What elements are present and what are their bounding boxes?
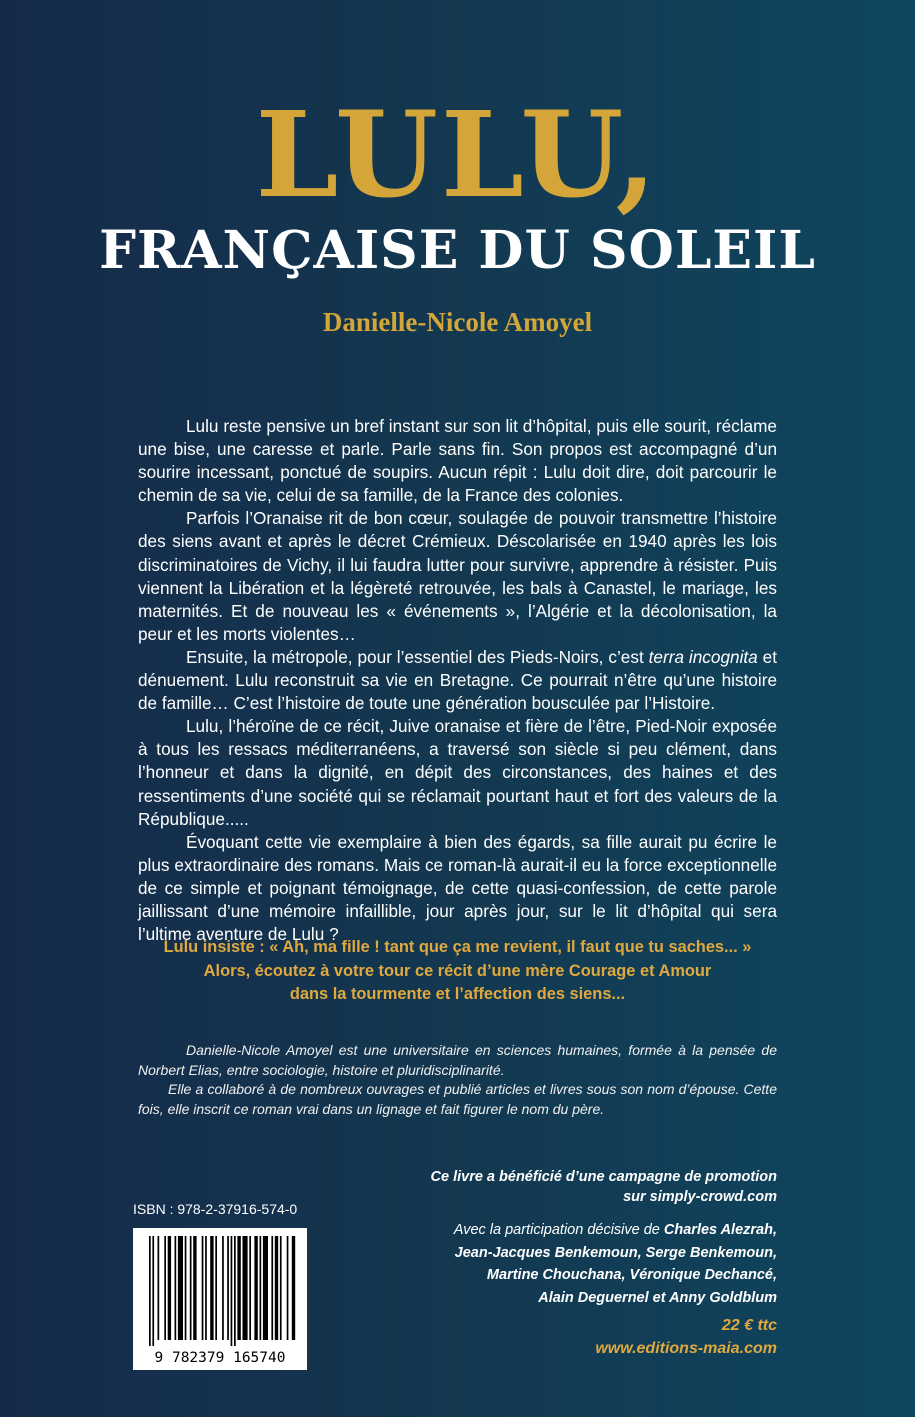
participation-name-3: Martine Chouchana, Véronique Dechancé, (486, 1267, 777, 1283)
barcode-bar (202, 1236, 204, 1340)
participation-line-3 (337, 1264, 777, 1287)
participation-credits (337, 1219, 777, 1309)
highlight-line-3: dans la tourmente et l’affection des siens... (289, 985, 626, 1003)
participation-name-1: Charles Alezrah, (663, 1222, 777, 1238)
barcode (133, 1228, 307, 1370)
barcode-bar (168, 1236, 171, 1340)
barcode-bar (263, 1236, 268, 1340)
barcode-bar (185, 1236, 187, 1340)
barcode-bar (237, 1236, 240, 1340)
book-title: LULU, (255, 85, 660, 224)
barcode-bar (193, 1236, 196, 1340)
barcode-bar (164, 1236, 166, 1340)
promo-notice (337, 1167, 777, 1207)
synopsis-paragraph-4: Lulu, l’héroïne de ce récit, Juive oranaise et fière de l’être, Pied-Noir exposée à tous les ressacs méditerranéens, a traversé son siècle si peu clément, dans l’honneur et dans la dignité, en dépit des circonstances, des haines et des ressentiments d’une société qui se réclamait pourtant haut et fort des valeurs de la République..... (138, 716, 777, 829)
synopsis-paragraph-3-end: et dénuement. Lulu reconstruit sa vie en Bretagne. Ce pourrait n’être qu’une histoire de famille… C’est l’histoire de toute une génération bousculée par l’Histoire. (138, 646, 777, 714)
barcode-bar (158, 1236, 160, 1340)
participation-name-4: Alain Deguernel et Anny Goldblum (538, 1289, 777, 1306)
barcode-bar (149, 1236, 151, 1346)
publisher-website[interactable]: www.editions-maia.com (595, 1340, 777, 1357)
synopsis-paragraph-3-start: Ensuite, la métropole, pour l’essentiel des Pieds-Noirs, c’est (186, 646, 649, 667)
barcode-bar (210, 1236, 213, 1340)
barcode-bar (175, 1236, 177, 1340)
author-bio-paragraph-2: Elle a collaboré à de nombreux ouvrages et publié articles et livres sous son nom d’épouse. Cette fois, elle inscrit ce roman vrai dans un lignage et fait figurer le nom du père. (138, 1081, 777, 1117)
isbn: ISBN : 978-2-37916-574-0 (133, 1201, 298, 1217)
synopsis-paragraph-2: Parfois l’Oranaise rit de bon cœur, soulagée de pouvoir transmettre l’histoire des siens avant et après le décret Crémieux. Déscolarisée en 1940 après les lois discriminatoires de Vichy, il lui faudra lutter pour survivre, apprendre à résister. Puis viennent la Libération et la légèreté retrouvée, les bals à Canastel, le mariage, les maternités. Et de nouveau les « événements », l’Algérie et la décolonisation, la peur et les morts violentes… (138, 508, 777, 644)
barcode-bar (215, 1236, 217, 1340)
synopsis-italic-phrase: terra incognita (648, 646, 758, 667)
barcode-digits: 9 782379 165740 (154, 1350, 286, 1366)
barcode-bar (152, 1236, 154, 1346)
synopsis-paragraph-5: Évoquant cette vie exemplaire à bien des égards, sa fille aurait pu écrire le plus extraordinaire des romans. Mais ce roman-là aurait-il eu la force exceptionnelle de ce simple et poignant témoignage, de cette quasi-confession, de cette parole jaillissant d’une mémoire infaillible, jour après jour, sur le lit d’hôpital qui sera l’ultime aventure de Lulu ? (138, 831, 777, 945)
promo-line-1: Ce livre a bénéficié d’une campagne de promotion (430, 1169, 777, 1185)
barcode-bar (280, 1236, 282, 1340)
barcode-bar (205, 1236, 207, 1340)
synopsis-paragraph-1: Lulu reste pensive un bref instant sur son lit d’hôpital, puis elle sourit, réclame une bise, une caresse et parle. Parle sans fin. Son propos est accompagné d’un sourire incessant, ponctué de soupirs. Aucun répit : Lulu doit dire, doit parcourir le chemin de sa vie, celui de sa famille, de la France des colonies. (138, 416, 777, 506)
barcode-bar (254, 1236, 257, 1340)
barcode-bar (249, 1236, 251, 1340)
barcode-bar (260, 1236, 262, 1340)
barcode-bar (190, 1236, 192, 1340)
barcode-bar (234, 1236, 236, 1346)
highlight-line-1: Lulu insiste : « Ah, ma fille ! tant que ça me revient, il faut que tu saches... » (163, 938, 752, 956)
participation-line-2 (337, 1242, 777, 1265)
barcode-bar (227, 1236, 229, 1340)
participation-line-1 (337, 1219, 777, 1242)
barcode-bar (231, 1236, 233, 1346)
price: 22 € ttc (721, 1317, 777, 1334)
author-bio (138, 1041, 777, 1119)
barcode-bar (275, 1236, 278, 1340)
author-bio-paragraph-1: Danielle-Nicole Amoyel est une universitaire en sciences humaines, formée à la pensée de Norbert Elias, entre sociologie, histoire et pluridisciplinarité. (138, 1042, 777, 1078)
highlight-line-2: Alors, écoutez à votre tour ce récit d’une mère Courage et Amour (203, 961, 712, 980)
barcode-bar (178, 1236, 183, 1340)
book-subtitle: FRANÇAISE DU SOLEIL (99, 220, 816, 281)
participation-line-4 (337, 1287, 777, 1310)
participation-intro: Avec la participation décisive de (453, 1222, 664, 1238)
barcode-bar (222, 1236, 224, 1340)
promo-line-2: sur simply-crowd.com (623, 1189, 777, 1205)
participation-name-2: Jean-Jacques Benkemoun, Serge Benkemoun, (454, 1244, 777, 1261)
barcode-graphic (133, 1228, 307, 1370)
barcode-bar (243, 1236, 248, 1340)
synopsis-paragraph-3 (138, 646, 777, 715)
barcode-bar (271, 1236, 273, 1340)
author-name: Danielle-Nicole Amoyel (322, 307, 593, 337)
barcode-bar (287, 1236, 289, 1340)
highlight-quote (138, 936, 777, 1007)
barcode-bar (292, 1236, 295, 1340)
synopsis (138, 415, 777, 946)
